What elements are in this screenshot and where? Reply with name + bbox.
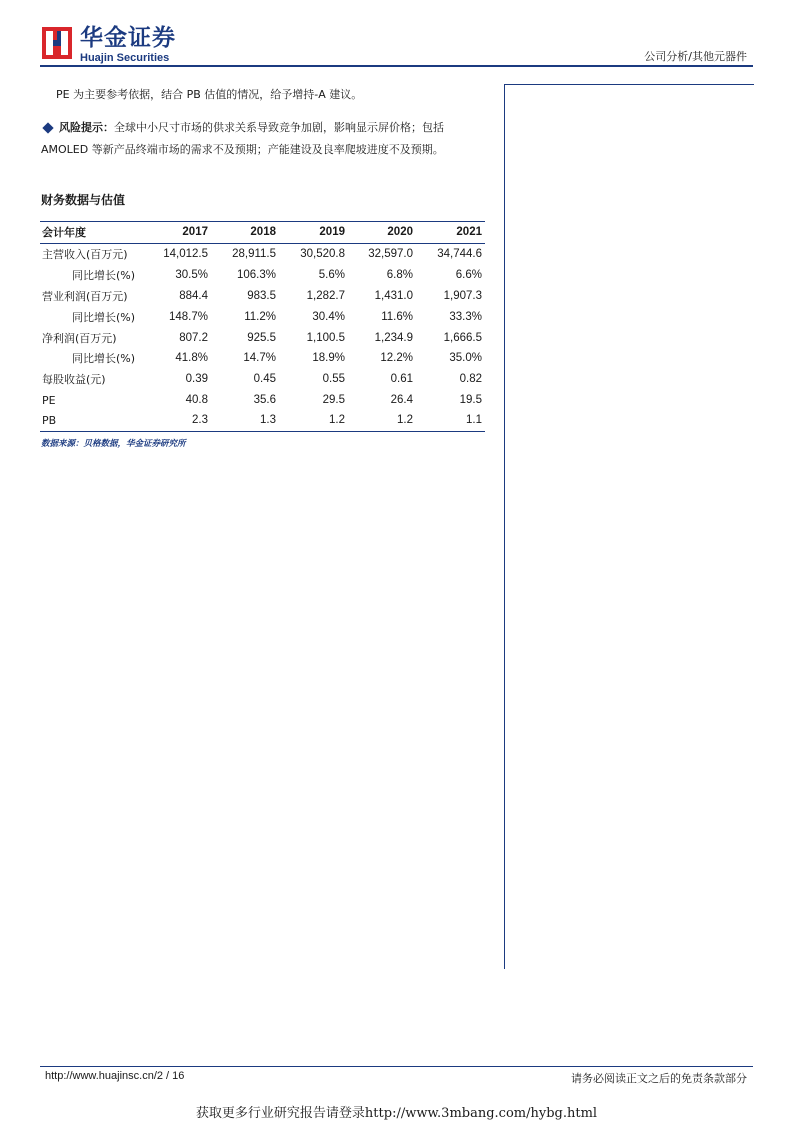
table-cell: 11.2% <box>244 311 276 323</box>
row-label: PE <box>42 394 56 407</box>
table-cell: 32,597.0 <box>368 248 413 260</box>
table-cell: 14,012.5 <box>163 248 208 260</box>
row-label: 同比增长(%) <box>72 311 136 324</box>
header-divider <box>40 65 753 67</box>
brand-name-en: Huajin Securities <box>80 52 170 64</box>
table-row <box>40 410 485 431</box>
table-cell: 40.8 <box>185 394 208 406</box>
table-cell: 0.55 <box>322 373 345 385</box>
table-cell: 11.6% <box>381 311 413 323</box>
table-header-row <box>40 222 485 243</box>
bullet-diamond-icon <box>42 122 53 133</box>
table-cell: 41.8% <box>175 352 208 364</box>
table-row <box>40 265 485 286</box>
header-cell: 会计年度 <box>42 226 86 239</box>
table-cell: 983.5 <box>247 290 276 302</box>
table-cell: 106.3% <box>236 269 276 281</box>
table-row <box>40 244 485 265</box>
table-cell: 925.5 <box>247 332 276 344</box>
row-label: 每股收益(元) <box>42 373 106 386</box>
table-cell: 30.4% <box>312 311 345 323</box>
table-cell: 18.9% <box>312 352 345 364</box>
valuation-paragraph: PE 为主要参考依据，结合 PB 估值的情况，给予增持-A 建议。 <box>56 88 363 101</box>
footer-disclaimer: 请务必阅读正文之后的免责条款部分 <box>571 1072 747 1085</box>
report-category: 公司分析/其他元器件 <box>644 50 747 63</box>
table-cell: 34,744.6 <box>437 248 482 260</box>
table-cell: 19.5 <box>459 394 482 406</box>
row-label: 净利润(百万元) <box>42 332 117 345</box>
table-cell: 1,907.3 <box>443 290 482 302</box>
table-cell: 14.7% <box>243 352 276 364</box>
row-label: 营业利润(百万元) <box>42 290 128 303</box>
table-title: 财务数据与估值 <box>41 193 126 207</box>
risk-paragraph <box>41 117 489 161</box>
sidebar-left-border <box>504 84 505 969</box>
table-cell: 0.61 <box>390 373 413 385</box>
sidebar-top-border <box>504 84 754 85</box>
brand-name-cn: 华金证券 <box>80 25 176 51</box>
table-cell: 30.5% <box>175 269 208 281</box>
footer-url-page[interactable]: http://www.huajinsc.cn/2 / 16 <box>45 1070 185 1082</box>
table-cell: 35.0% <box>449 352 482 364</box>
table-row <box>40 369 485 390</box>
table-cell: 33.3% <box>449 311 482 323</box>
download-banner[interactable]: 获取更多行业研究报告请登录http://www.3mbang.com/hybg.html <box>195 1106 598 1121</box>
table-row <box>40 307 485 328</box>
row-label: 同比增长(%) <box>72 269 136 282</box>
table-cell: 148.7% <box>168 311 208 323</box>
table-cell: 30,520.8 <box>300 248 345 260</box>
table-row <box>40 328 485 349</box>
table-cell: 6.6% <box>455 269 482 281</box>
risk-label: 风险提示： <box>59 121 114 134</box>
table-row <box>40 348 485 369</box>
table-cell: 1.3 <box>260 414 276 426</box>
table-cell: 1,282.7 <box>306 290 345 302</box>
table-cell: 35.6 <box>253 394 276 406</box>
table-row <box>40 286 485 307</box>
header-cell: 2021 <box>456 226 482 238</box>
table-cell: 1,100.5 <box>306 332 345 344</box>
row-label: PB <box>42 414 57 427</box>
header-cell: 2018 <box>250 226 276 238</box>
table-cell: 5.6% <box>318 269 345 281</box>
table-cell: 1,666.5 <box>443 332 482 344</box>
table-cell: 1,234.9 <box>374 332 413 344</box>
table-cell: 1.2 <box>329 414 345 426</box>
table-cell: 0.39 <box>185 373 208 385</box>
table-bottom-rule <box>40 431 485 432</box>
header-cell: 2017 <box>182 226 208 238</box>
table-row <box>40 390 485 411</box>
table-cell: 807.2 <box>179 332 208 344</box>
table-cell: 29.5 <box>322 394 345 406</box>
table-cell: 2.3 <box>192 414 208 426</box>
header-cell: 2020 <box>387 226 413 238</box>
table-cell: 6.8% <box>386 269 413 281</box>
table-cell: 26.4 <box>390 394 413 406</box>
footer-divider <box>40 1066 753 1067</box>
table-cell: 28,911.5 <box>232 248 276 260</box>
table-cell: 12.2% <box>380 352 413 364</box>
data-source-note: 数据来源：贝格数据，华金证券研究所 <box>41 439 186 449</box>
table-cell: 1,431.0 <box>374 290 413 302</box>
header-cell: 2019 <box>319 226 345 238</box>
huajin-logo-icon <box>42 27 72 59</box>
risk-text: 全球中小尺寸市场的供求关系导致竞争加剧，影响显示屏价格；包括AMOLED 等新产品终端市场的需求不及预期；产能建设及良率爬坡进度不及预期。 <box>41 121 444 156</box>
table-cell: 884.4 <box>179 290 208 302</box>
table-cell: 0.82 <box>459 373 482 385</box>
row-label: 同比增长(%) <box>72 352 136 365</box>
table-cell: 1.2 <box>397 414 413 426</box>
row-label: 主营收入(百万元) <box>42 248 128 261</box>
table-cell: 1.1 <box>466 414 482 426</box>
table-cell: 0.45 <box>253 373 276 385</box>
